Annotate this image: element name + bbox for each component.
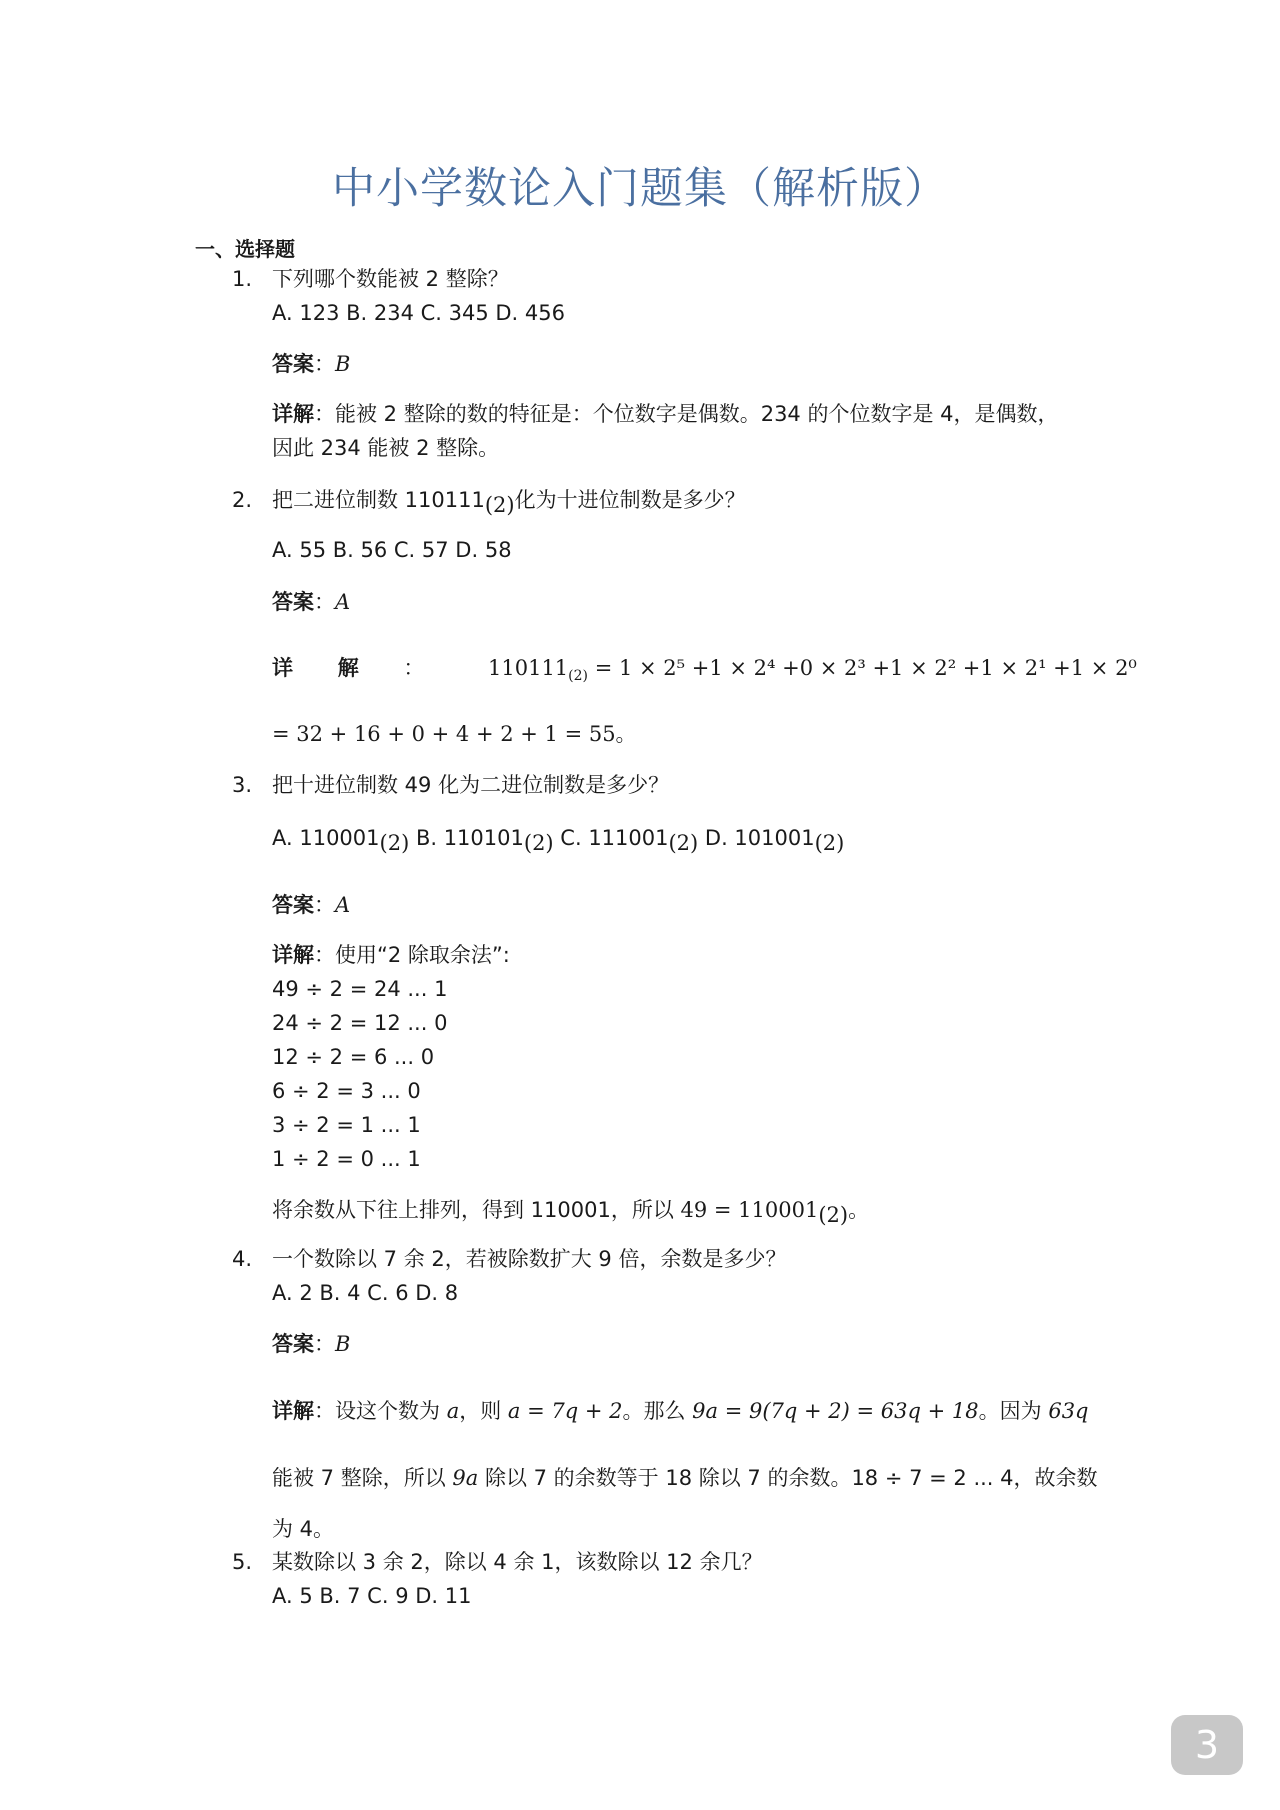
detail-label: 详解 [272, 1399, 314, 1423]
answer-label: 答案 [272, 352, 314, 376]
colon: ： [314, 1332, 335, 1356]
option-b: B. 110101 [409, 826, 524, 850]
answer-label: 答案 [272, 590, 314, 614]
answer-label: 答案 [272, 1332, 314, 1356]
detail-label-char: 详 [272, 656, 293, 680]
math-var: a [446, 1399, 460, 1423]
colon: ： [314, 1399, 335, 1423]
option-d: D. 101001 [698, 826, 815, 850]
division-step: 1 ÷ 2 = 0 ... 1 [272, 1147, 421, 1171]
eq-expansion: = 1 × 2⁵ +1 × 2⁴ +0 × 2³ +1 × 2² +1 × 2¹ +1 × 2⁰ [594, 656, 1137, 680]
detail-line [272, 402, 1059, 427]
math-expr: 63q [1048, 1399, 1089, 1423]
division-step: 49 ÷ 2 = 24 ... 1 [272, 977, 448, 1001]
detail-text: 使用“2 除取余法”: [335, 943, 510, 967]
math-expr: 9a [452, 1466, 479, 1490]
detail-text: 。因为 [978, 1399, 1049, 1423]
detail-text: 。那么 [622, 1399, 693, 1423]
detail-text: 能被 2 整除的数的特征是：个位数字是偶数。234 的个位数字是 4，是偶数， [335, 402, 1059, 426]
page-number-badge: 3 [1171, 1715, 1243, 1775]
question-number: 3. [232, 773, 253, 797]
conclusion-line [272, 1198, 869, 1228]
detail-label-char: 解 [337, 656, 359, 680]
base-subscript: (2) [814, 831, 845, 856]
question-number: 5. [232, 1550, 253, 1574]
answer-label: 答案 [272, 893, 314, 917]
option-a: A. 110001 [272, 826, 380, 850]
base-subscript: (2) [484, 493, 515, 518]
colon: ： [403, 656, 425, 680]
math-expr: a = 7q + 2 [507, 1399, 623, 1423]
base-subscript: (2) [818, 1203, 849, 1228]
answer-line [272, 590, 350, 615]
page-title: 中小学数论入门题集（解析版） [332, 164, 948, 214]
division-step: 6 ÷ 2 = 3 ... 0 [272, 1079, 421, 1103]
question-options: A. 5 B. 7 C. 9 D. 11 [272, 1584, 472, 1608]
colon: ： [314, 402, 335, 426]
detail-text: 为 4。 [272, 1517, 335, 1541]
detail-line [272, 1466, 1098, 1491]
question-options: A. 123 B. 234 C. 345 D. 456 [272, 301, 565, 325]
section-heading: 一、选择题 [195, 237, 295, 261]
question-options: A. 55 B. 56 C. 57 D. 58 [272, 538, 512, 562]
division-step: 12 ÷ 2 = 6 ... 0 [272, 1045, 435, 1069]
colon: ： [314, 590, 335, 614]
question-text: 一个数除以 7 余 2，若被除数扩大 9 倍，余数是多少？ [272, 1247, 787, 1271]
question-text-part: 化为十进位制数是多少？ [514, 488, 746, 512]
option-c: C. 111001 [553, 826, 669, 850]
base-subscript: (2) [668, 831, 699, 856]
detail-equation [488, 656, 1137, 685]
eq-base: 110111 [488, 656, 569, 680]
question-text: 把十进位制数 49 化为二进位制数是多少？ [272, 773, 670, 797]
answer-line [272, 893, 350, 918]
math-expr: 9a = 9(7q + 2) = 63q + 18 [692, 1399, 979, 1423]
question-text-part: 把二进位制数 110111 [272, 488, 485, 512]
division-step: 3 ÷ 2 = 1 ... 1 [272, 1113, 421, 1137]
conclusion-text: 。 [848, 1198, 870, 1222]
detail-text: 因此 234 能被 2 整除。 [272, 436, 500, 460]
detail-line [272, 1399, 1089, 1424]
conclusion-math: 49 = 110001 [680, 1198, 819, 1222]
colon: ： [314, 352, 335, 376]
question-number: 4. [232, 1247, 253, 1271]
colon: ： [314, 893, 335, 917]
answer-value: A [335, 893, 351, 917]
detail-text: ，则 [459, 1399, 508, 1423]
conclusion-text: 将余数从下往上排列，得到 110001，所以 [272, 1198, 681, 1222]
detail-text: 除以 7 的余数等于 18 除以 7 的余数。18 ÷ 7 = 2 ... 4，故余数 [478, 1466, 1098, 1490]
detail-equation: = 32 + 16 + 0 + 4 + 2 + 1 = 55。 [272, 722, 637, 746]
answer-value: A [335, 590, 351, 614]
division-step: 24 ÷ 2 = 12 ... 0 [272, 1011, 448, 1035]
eq-subscript: (2) [568, 668, 589, 685]
answer-value: B [335, 352, 351, 376]
question-text [272, 488, 746, 518]
answer-line [272, 352, 350, 377]
question-options [272, 826, 844, 856]
colon: ： [314, 943, 335, 967]
base-subscript: (2) [523, 831, 554, 856]
detail-text: 能被 7 整除，所以 [272, 1466, 453, 1490]
detail-line [272, 656, 424, 681]
question-text: 下列哪个数能被 2 整除？ [272, 267, 509, 291]
question-number: 2. [232, 488, 253, 512]
answer-value: B [335, 1332, 351, 1356]
detail-line [272, 943, 510, 968]
detail-label: 详解 [272, 943, 314, 967]
question-text: 某数除以 3 余 2，除以 4 余 1，该数除以 12 余几？ [272, 1550, 763, 1574]
question-options: A. 2 B. 4 C. 6 D. 8 [272, 1281, 459, 1305]
base-subscript: (2) [379, 831, 410, 856]
detail-label: 详解 [272, 402, 314, 426]
detail-text: 设这个数为 [335, 1399, 447, 1423]
answer-line [272, 1332, 350, 1357]
question-number: 1. [232, 267, 253, 291]
